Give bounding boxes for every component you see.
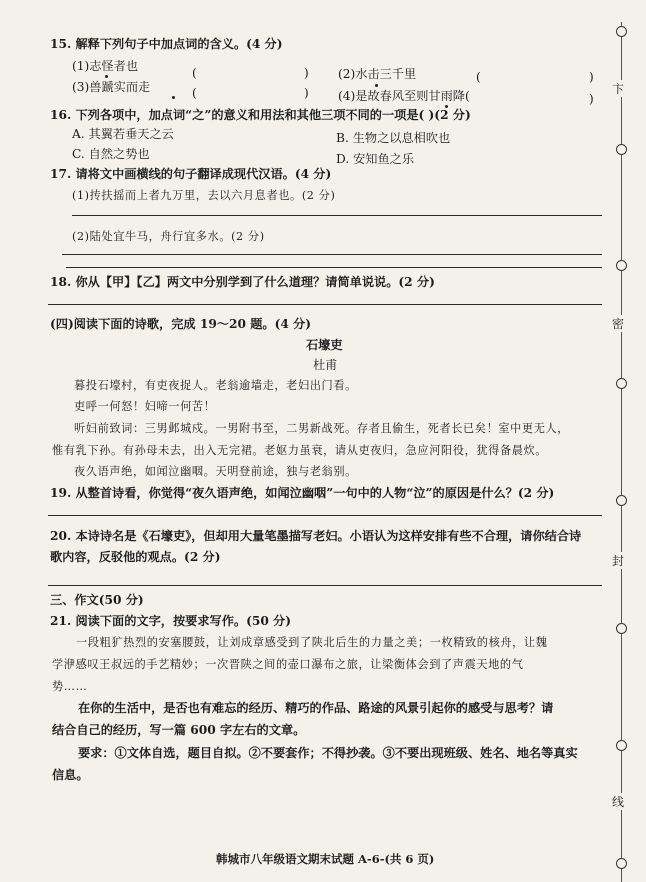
binding-char-2: 密	[612, 317, 625, 331]
emphasis-dot	[105, 75, 108, 78]
q15-item-4: (4)是故春风至则甘雨降(	[338, 89, 470, 103]
poem-line-4: 惟有乳下孙。有孙母未去，出入无完裙。老妪力虽衰，请从吏夜归，急应河阳役，犹得备晨炊。	[52, 444, 548, 457]
q21-prompt-line-1: 在你的生活中，是否也有难忘的经历、精巧的作品、路途的风景引起你的感受与思考？请	[78, 701, 554, 715]
answer-line	[48, 515, 602, 516]
q19-title: 19. 从整首诗看，你觉得“夜久语声绝，如闻泣幽咽”一句中的人物“泣”的原因是什么？(2 分)	[50, 486, 555, 500]
q16-option-d: D. 安知鱼之乐	[336, 152, 415, 166]
q21-quote-line-3: 势……	[52, 680, 88, 693]
q17-part-2: (2)陆处宜牛马，舟行宜多水。(2 分)	[72, 230, 265, 243]
q17-title: 17. 请将文中画横线的句子翻译成现代汉语。(4 分)	[50, 167, 332, 181]
q15-blank-4-close: )	[589, 92, 594, 106]
binding-hole	[616, 378, 627, 389]
binding-hole	[616, 740, 627, 751]
binding-hole	[616, 26, 627, 37]
page-footer: 韩城市八年级语文期末试题 A-6-(共 6 页)	[216, 852, 435, 866]
binding-char-1: 卞	[612, 82, 625, 96]
q20-line-2: 歌内容，反驳他的观点。(2 分)	[50, 550, 221, 564]
answer-line	[48, 585, 602, 586]
answer-line	[48, 304, 602, 305]
q16-title: 16. 下列各项中，加点词“之”的意义和用法和其他三项不同的一项是( )(2 分)	[50, 108, 471, 122]
q21-title: 21. 阅读下面的文字，按要求写作。(50 分)	[50, 614, 291, 628]
answer-line	[72, 215, 602, 216]
q21-quote-line-1: 一段粗犷热烈的安塞腰鼓，让刘成章感受到了陕北后生的力量之美；一枚精致的核舟，让魏	[76, 636, 548, 649]
emphasis-dot	[172, 96, 175, 99]
q17-part-1: (1)抟扶摇而上者九万里，去以六月息者也。(2 分)	[72, 189, 336, 202]
binding-hole	[616, 858, 627, 869]
poem-line-1: 暮投石壕村，有吏夜捉人。老翁逾墙走，老妇出门看。	[74, 379, 357, 392]
q15-blank-2-close: )	[589, 70, 594, 84]
q15-item-2: (2)水击三千里	[338, 67, 417, 81]
binding-hole	[616, 623, 627, 634]
binding-hole	[616, 495, 627, 506]
q21-quote-line-2: 学洢感叹王叔远的手艺精妙；一次晋陕之间的壶口瀑布之旅，让梁衡体会到了声震天地的气	[52, 658, 524, 671]
q16-option-a: A. 其翼若垂天之云	[72, 127, 174, 141]
answer-line	[62, 254, 602, 255]
poem-line-2: 吏呼一何怒！妇啼一何苦！	[74, 400, 216, 413]
poem-author: 杜甫	[313, 358, 338, 372]
binding-hole	[616, 260, 627, 271]
q15-item-3: (3)兽蹏实而走	[72, 80, 151, 94]
q15-blank-2-open: (	[476, 70, 481, 84]
q16-option-c: C. 自然之势也	[72, 147, 150, 161]
binding-hole	[616, 144, 627, 155]
binding-char-3: 封	[612, 554, 625, 568]
q21-prompt-line-2: 结合自己的经历，写一篇 600 字左右的文章。	[52, 723, 306, 737]
q15-blank-3-close: )	[304, 86, 309, 100]
binding-char-4: 线	[612, 795, 625, 809]
section4-title: (四)阅读下面的诗歌，完成 19～20 题。(4 分)	[50, 317, 312, 331]
q15-blank-3-open: (	[192, 86, 197, 100]
q18-title: 18. 你从【甲】【乙】两文中分别学到了什么道理？请简单说说。(2 分)	[50, 275, 435, 289]
poem-line-5: 夜久语声绝，如闻泣幽咽。天明登前途，独与老翁别。	[74, 465, 357, 478]
q15-blank-1-close: )	[304, 66, 309, 80]
poem-title: 石壕吏	[306, 338, 343, 352]
q15-blank-1-open: (	[192, 66, 197, 80]
answer-line	[66, 267, 602, 268]
q20-line-1: 20. 本诗诗名是《石壕吏》，但却用大量笔墨描写老妇。小语认为这样安排有些不合理，请你结合诗	[50, 529, 582, 543]
section3-title: 三、作文(50 分)	[50, 593, 144, 607]
q15-title: 15. 解释下列句子中加点词的含义。(4 分)	[50, 37, 283, 51]
q21-requirements-line-2: 信息。	[52, 768, 89, 782]
q21-requirements-line-1: 要求：①文体自选，题目自拟。②不要套作；不得抄袭。③不要出现班级、姓名、地名等真实	[78, 746, 578, 760]
poem-line-3: 听妇前致词：三男邺城戍。一男附书至，二男新战死。存者且偷生，死者长已矣！室中更无人，	[74, 422, 570, 435]
q16-option-b: B. 生物之以息相吹也	[336, 131, 451, 145]
emphasis-dot	[375, 84, 378, 87]
q15-item-1: (1)志怪者也	[72, 59, 139, 73]
